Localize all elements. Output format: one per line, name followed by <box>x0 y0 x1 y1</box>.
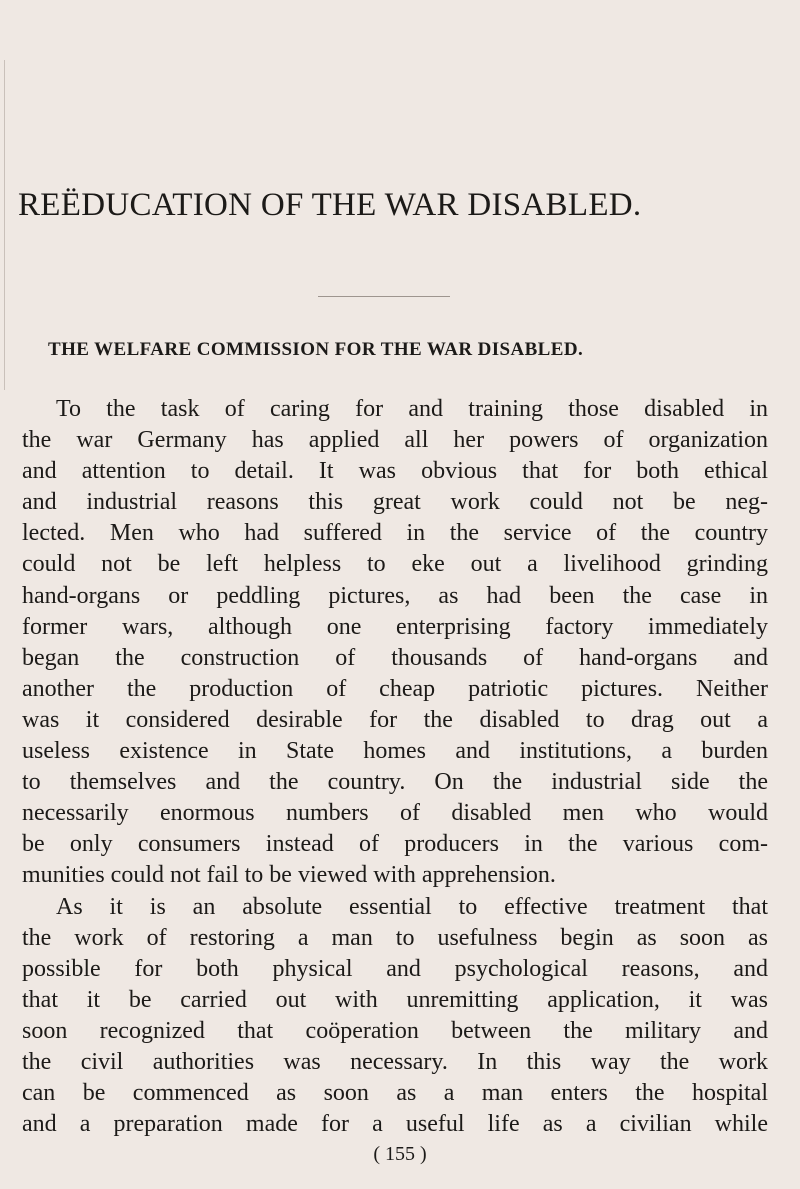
text-line: be only consumers instead of producers in the various com- <box>22 831 768 858</box>
title-divider <box>318 296 450 297</box>
body-paragraph <box>22 394 768 1140</box>
text-line: and a preparation made for a useful life as a civilian while <box>22 1111 768 1138</box>
text-line: possible for both physical and psychological reasons, and <box>22 955 768 982</box>
text-line: munities could not fail to be viewed with apprehension. <box>22 862 556 889</box>
text-line: the civil authorities was necessary. In this way the work <box>22 1048 768 1075</box>
text-line: another the production of cheap patriotic pictures. Neither <box>22 675 768 702</box>
text-line: the work of restoring a man to usefulness begin as soon as <box>22 924 768 951</box>
text-line: As it is an absolute essential to effective treatment that <box>56 893 768 920</box>
text-line: that it be carried out with unremitting application, it was <box>22 986 768 1013</box>
text-line: can be commenced as soon as a man enters the hospital <box>22 1080 768 1107</box>
text-line: former wars, although one enterprising factory immediately <box>22 613 768 640</box>
text-line: was it considered desirable for the disabled to drag out a <box>22 706 768 733</box>
section-heading: THE WELFARE COMMISSION FOR THE WAR DISABLED. <box>48 339 584 360</box>
text-line: lected. Men who had suffered in the service of the country <box>22 520 768 547</box>
text-line: the war Germany has applied all her powers of organization <box>22 427 768 454</box>
text-line: hand-organs or peddling pictures, as had been the case in <box>22 582 768 609</box>
text-line: to themselves and the country. On the industrial side the <box>22 769 768 796</box>
text-line: necessarily enormous numbers of disabled men who would <box>22 800 768 827</box>
text-line: began the construction of thousands of hand-organs and <box>22 644 768 671</box>
text-line: soon recognized that coöperation between the military and <box>22 1017 768 1044</box>
text-line: To the task of caring for and training those disabled in <box>56 396 768 422</box>
text-line: and industrial reasons this great work could not be neg- <box>22 489 768 516</box>
chapter-title: REËDUCATION OF THE WAR DISABLED. <box>18 187 642 223</box>
text-line: useless existence in State homes and institutions, a burden <box>22 738 768 765</box>
page-number: ( 155 ) <box>373 1143 427 1165</box>
text-line: and attention to detail. It was obvious that for both ethical <box>22 458 768 485</box>
text-line: could not be left helpless to eke out a livelihood grinding <box>22 551 768 578</box>
page-edge-line <box>4 60 5 390</box>
